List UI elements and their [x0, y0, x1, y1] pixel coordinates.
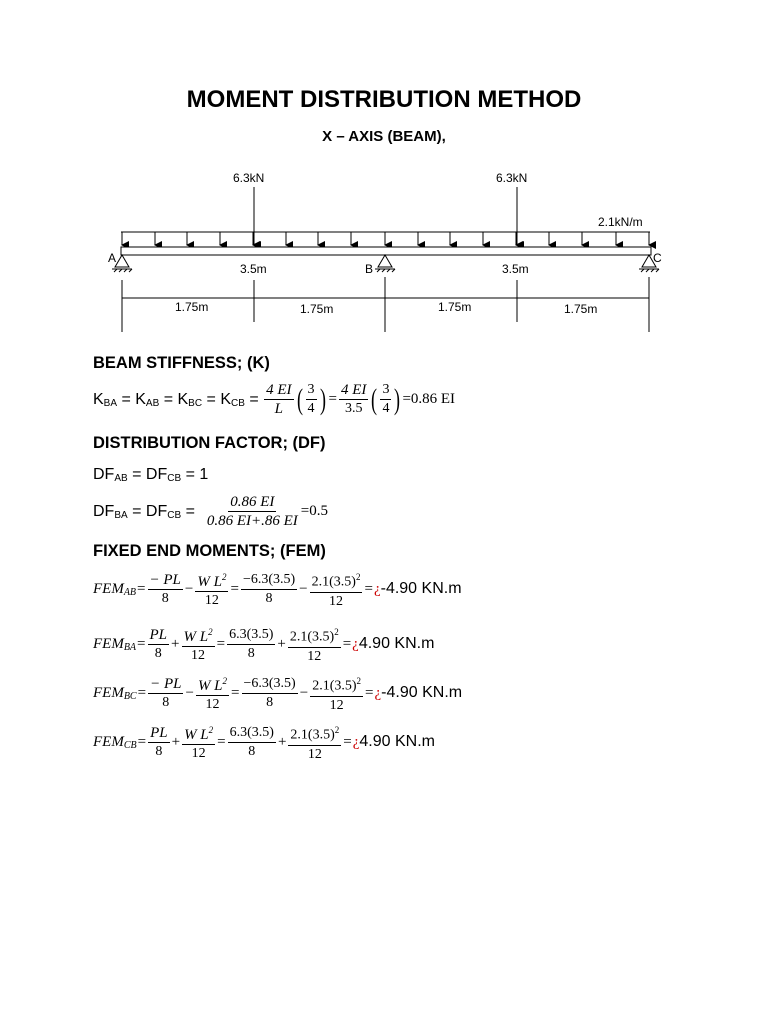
fem-lhs: $FEM_{AB}$	[93, 580, 137, 598]
support-b	[375, 255, 395, 272]
df-line-2: $DF_{BA}$ = $DF_{CB}$ = $\frac{0.86 EI}{0.86 EI+.86 EI}$ =0.5	[93, 494, 328, 529]
seg4-label: 1.75m	[564, 302, 598, 316]
seg1-label: 1.75m	[175, 300, 209, 314]
stiffness-heading: BEAM STIFFNESS; (K)	[93, 354, 270, 372]
fem-term-3: $\frac{6.3(3.5)}{8}$	[229, 626, 274, 661]
span-ab-label: 3.5m	[240, 262, 267, 276]
beam-diagram	[100, 165, 680, 340]
fem-term-3: $\frac{-6.3(3.5)}{8}$	[243, 675, 296, 710]
fem-lhs: $FEM_{BC}$	[93, 684, 137, 702]
fem-row-ab: $FEM_{AB}$ = $\frac{- PL}{8}$ − $\frac{W L^2}{12}$ = $\frac{-6.3(3.5)}{8}$ − $\frac{2.1(3.5)^2}{12}$ = ¿ -4.90 KN.m	[93, 569, 462, 610]
fem-term-2: $\frac{W L^2}{12}$	[195, 569, 228, 609]
fem-term-3: $\frac{6.3(3.5)}{8}$	[229, 724, 274, 759]
df-heading: DISTRIBUTION FACTOR; (DF)	[93, 434, 326, 452]
stiffness-equation: $K_{BA}$ = $K_{AB}$ = $K_{BC}$ = $K_{CB}$ = $\frac{4 EI}{L}$ ( $\frac{3}{4}$ ) = $\frac{4 EI}{3.5}$ ( $\frac{3}{4}$ ) =0.86 EI	[93, 382, 456, 417]
fem-term-4: $\frac{2.1(3.5)^2}{12}$	[310, 673, 363, 714]
fem-result: 4.90 KN.m	[358, 635, 435, 653]
fem-term-4: $\frac{2.1(3.5)^2}{12}$	[288, 722, 341, 763]
seg3-label: 1.75m	[438, 300, 472, 314]
fem-term-4: $\frac{2.1(3.5)^2}{12}$	[310, 569, 363, 610]
load-right-label: 6.3kN	[496, 171, 528, 185]
frac-3-4-b: $\frac{3}{4}$	[382, 382, 390, 416]
unknown-char: ¿	[373, 580, 381, 597]
fem-row-cb: $FEM_{CB}$ = $\frac{PL}{8}$ + $\frac{W L^2}{12}$ = $\frac{6.3(3.5)}{8}$ + $\frac{2.1(3.5)^2}{12}$ = ¿ 4.90 KN.m	[93, 722, 435, 763]
df-line-1: $DF_{AB}$ = $DF_{CB}$ = 1	[93, 466, 209, 484]
stiffness-result: =0.86 EI	[402, 391, 456, 407]
fem-heading: FIXED END MOMENTS; (FEM)	[93, 542, 326, 560]
page-subtitle: X – AXIS (BEAM),	[322, 128, 446, 145]
fem-term-1: $\frac{PL}{8}$	[150, 724, 168, 759]
beam	[121, 247, 651, 255]
frac-4ei-l: $\frac{4 EI}{L}$	[266, 382, 292, 417]
fem-lhs: $FEM_{CB}$	[93, 733, 137, 751]
fem-result: -4.90 KN.m	[380, 580, 462, 598]
k-ba: $K_{BA}$	[93, 390, 118, 409]
k-ab: $K_{AB}$	[135, 390, 160, 409]
fem-term-2: $\frac{W L^2}{12}$	[182, 624, 215, 664]
fem-term-2: $\frac{W L^2}{12}$	[196, 673, 229, 713]
k-bc: $K_{BC}$	[177, 390, 203, 409]
unknown-char: ¿	[352, 733, 360, 750]
node-b-label: B	[365, 262, 374, 276]
fem-row-bc: $FEM_{BC}$ = $\frac{- PL}{8}$ − $\frac{W L^2}{12}$ = $\frac{-6.3(3.5)}{8}$ − $\frac{2.1(3.5)^2}{12}$ = ¿ -4.90 KN.m	[93, 673, 462, 714]
df-fraction: $\frac{0.86 EI}{0.86 EI+.86 EI}$	[206, 494, 298, 529]
udl-arrows	[122, 232, 649, 245]
fem-lhs: $FEM_{BA}$	[93, 635, 137, 653]
unknown-char: ¿	[374, 684, 382, 701]
load-left-label: 6.3kN	[233, 171, 265, 185]
node-c-label: C	[653, 251, 662, 265]
fem-result: 4.90 KN.m	[359, 733, 435, 751]
fem-term-1: $\frac{PL}{8}$	[149, 626, 168, 661]
seg2-label: 1.75m	[300, 302, 334, 316]
fem-term-1: $\frac{- PL}{8}$	[150, 675, 182, 710]
unknown-char: ¿	[352, 635, 359, 652]
k-cb: $K_{CB}$	[220, 390, 245, 409]
fem-term-1: $\frac{- PL}{8}$	[149, 571, 181, 606]
frac-3-4-a: $\frac{3}{4}$	[307, 382, 315, 416]
fem-term-4: $\frac{2.1(3.5)^2}{12}$	[288, 624, 341, 665]
fem-row-ba: $FEM_{BA}$ = $\frac{PL}{8}$ + $\frac{W L^2}{12}$ = $\frac{6.3(3.5)}{8}$ + $\frac{2.1(3.5)^2}{12}$ = ¿ 4.90 KN.m	[93, 624, 434, 665]
udl-label: 2.1kN/m	[598, 215, 643, 229]
fem-term-3: $\frac{-6.3(3.5)}{8}$	[242, 571, 296, 606]
span-bc-label: 3.5m	[502, 262, 529, 276]
page-title: MOMENT DISTRIBUTION METHOD	[186, 86, 582, 113]
fem-term-2: $\frac{W L^2}{12}$	[182, 722, 215, 762]
node-a-label: A	[108, 251, 117, 265]
fem-result: -4.90 KN.m	[381, 684, 463, 702]
frac-4ei-3.5: $\frac{4 EI}{3.5}$	[341, 382, 367, 416]
